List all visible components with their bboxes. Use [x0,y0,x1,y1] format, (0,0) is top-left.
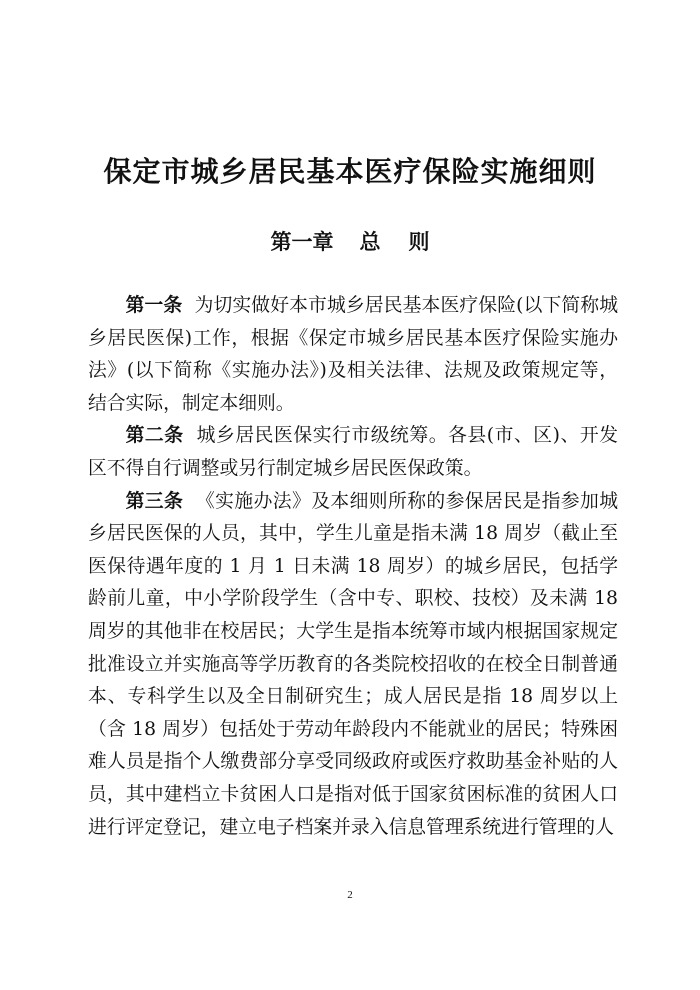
page-number: 2 [347,889,353,901]
article-paragraph [88,420,618,485]
chapter-heading [0,226,700,256]
article-text: 为切实做好本市城乡居民基本医疗保险(以下简称城乡居民医保)工作，根据《保定市城乡居民基本医疗保险实施办法》(以下简称《实施办法》)及相关法律、法规及政策规定等，结合实际，制定本细则。 [88,295,619,414]
article-number: 第二条 [125,425,184,447]
article-text: 《实施办法》及本细则所称的参保居民是指参加城乡居民医保的人员，其中，学生儿童是指未满 18 周岁（截止至医保待遇年度的 1 月 1 日未满 18 周岁）的城乡居民，包括学龄前儿童，中小学阶段学生（含中专、职校、技校）及未满 18 周岁的其他非在校居民；大学生是指本统筹市域内根据国家规定批准设立并实施高等学历教育的各类院校招收的在校全日制普通本、专科学生以及全日制研究生；成人居民是指 18 周岁以上（含 18 周岁）包括处于劳动年龄段内不能就业的居民；特殊困难人员是指个人缴费部分享受同级政府或医疗救助基金补贴的人员，其中建档立卡贫困人口是指对低于国家贫困标准的贫困人口进行评定登记，建立电子档案并录入信息管理系统进行管理的人 [88,490,618,838]
document-title: 保定市城乡居民基本医疗保险实施细则 [103,155,597,188]
chapter-label: 第一章 [270,230,334,254]
chapter-title-part1: 总 [359,230,381,254]
article-paragraph [88,486,618,845]
article-number: 第一条 [125,295,183,316]
chapter-title-part2: 则 [408,230,430,254]
body-text [88,290,618,844]
article-paragraph [88,290,618,420]
article-number: 第三条 [125,490,184,512]
article-text: 城乡居民医保实行市级统筹。各县(市、区)、开发区不得自行调整或另行制定城乡居民医保政策。 [88,425,618,479]
